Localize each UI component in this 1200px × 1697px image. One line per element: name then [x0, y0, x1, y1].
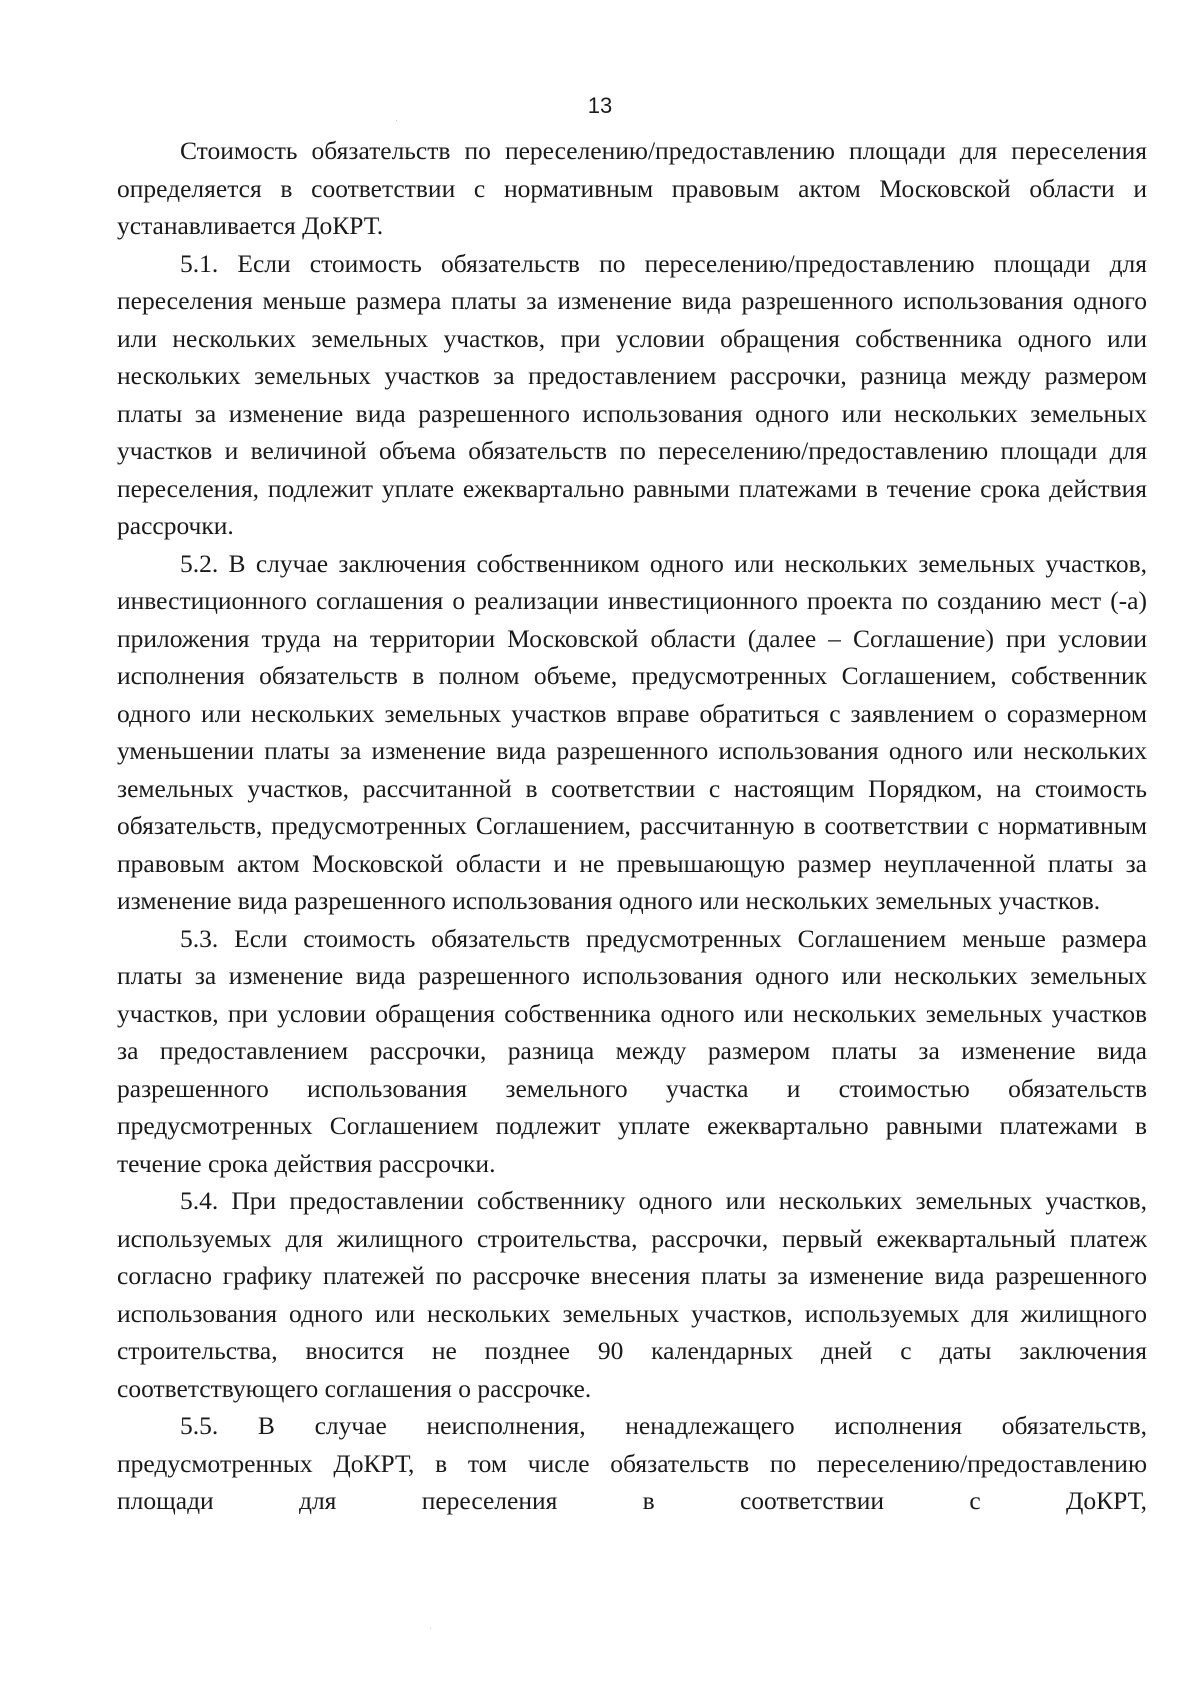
paragraph-5-4: 5.4. При предоставлении собственнику одного или нескольких земельных участков, используемых для жилищного строительства, рассрочки, первый ежеквартальный платеж согласно графику платежей по рассрочке внесения платы за изменение вида разрешенного использования одного или нескольких земельных участков, используемых для жилищного строительства, вносится не позднее 90 календарных дней с даты заключения соответствующего соглашения о рассрочке.: [117, 1186, 1147, 1403]
page-number: 13: [587, 93, 613, 118]
scan-speck: [396, 120, 397, 121]
paragraph-5-3: 5.3. Если стоимость обязательств предусмотренных Соглашением меньше размера платы за изменение вида разрешенного использования одного или нескольких земельных участков, при условии обращения собственника одного или нескольких земельных участков за предоставлением рассрочки, разница между размером платы за изменение вида разрешенного использования земельного участка и стоимостью обязательств предусмотренных Соглашением подлежит уплате ежеквартально равными платежами в течение срока действия рассрочки.: [117, 923, 1147, 1178]
paragraph-5-2: 5.2. В случае заключения собственником одного или нескольких земельных участков, инвестиционного соглашения о реализации инвестиционного проекта по созданию мест (-а) приложения труда на территории Московской области (далее – Соглашение) при условии исполнения обязательств в полном объеме, предусмотренных Соглашением, собственник одного или нескольких земельных участков вправе обратиться с заявлением о соразмерном уменьшении платы за изменение вида разрешенного использования одного или нескольких земельных участков, рассчитанной в соответствии с настоящим Порядком, на стоимость обязательств, предусмотренных Соглашением, рассчитанную в соответствии с нормативным правовым актом Московской области и не превышающую размер неуплаченной платы за изменение вида разрешенного использования одного или нескольких земельных участков.: [117, 548, 1147, 915]
paragraph-5-1: 5.1. Если стоимость обязательств по переселению/предоставлению площади для переселения меньше размера платы за изменение вида разрешенного использования одного или нескольких земельных участков, при условии обращения собственника одного или нескольких земельных участков за предоставлением рассрочки, разница между размером платы за изменение вида разрешенного использования одного или нескольких земельных участков и величиной объема обязательств по переселению/предоставлению площади для переселения, подлежит уплате ежеквартально равными платежами в течение срока действия рассрочки.: [117, 248, 1147, 540]
paragraph-5-5: 5.5. В случае неисполнения, ненадлежащего исполнения обязательств, предусмотренных ДоКРТ, в том числе обязательств по переселению/предоставлению площади для переселения в соответствии с ДоКРТ,: [117, 1411, 1147, 1515]
paragraph-intro: Стоимость обязательств по переселению/предоставлению площади для переселения определяется в соответствии с нормативным правовым актом Московской области и устанавливается ДоКРТ.: [117, 136, 1147, 240]
document-body: [117, 132, 1147, 1520]
scan-speck: [430, 1628, 431, 1629]
